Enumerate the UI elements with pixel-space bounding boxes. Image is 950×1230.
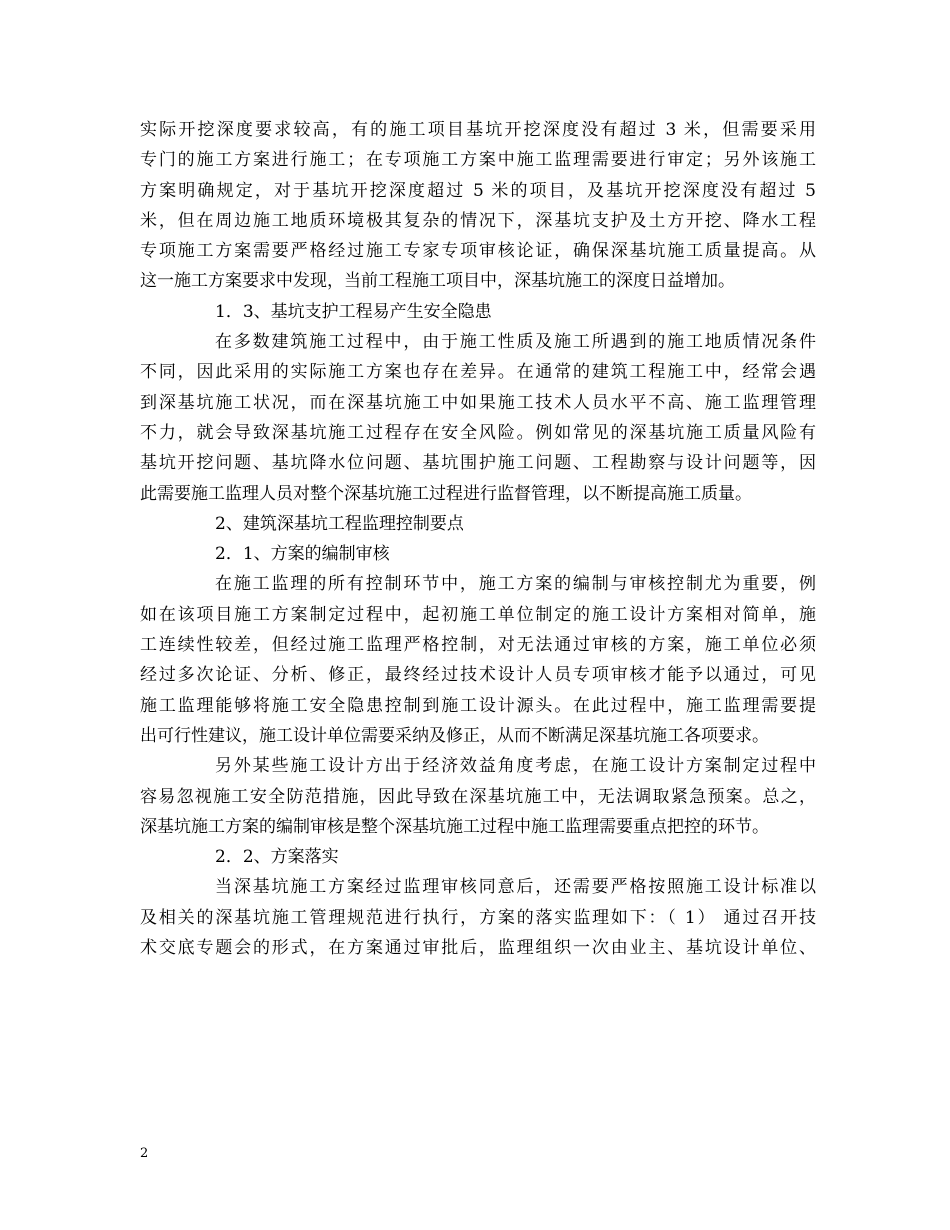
text-line: 工连续性较差，但经过施工监理严格控制，对无法通过审核的方案，施工单位必须 (140, 635, 816, 656)
text-line: 施工监理能够将施工安全隐患控制到施工设计源头。在此过程中，施工监理需要提 (140, 695, 816, 716)
text-line: 方案明确规定，对于基坑开挖深度超过 5 米的项目，及基坑开挖深度没有超过 5 (140, 180, 816, 201)
paragraph-first-line: 在多数建筑施工过程中，由于施工性质及施工所遇到的施工地质情况条件 (215, 332, 816, 353)
text-line: 专门的施工方案进行施工；在专项施工方案中施工监理需要进行审定；另外该施工 (140, 150, 816, 171)
paragraph-first-line: 当深基坑施工方案经过监理审核同意后，还需要严格按照施工设计标准以 (215, 877, 816, 898)
text-line: 基坑开挖问题、基坑降水位问题、基坑围护施工问题、工程勘察与设计问题等，因 (140, 453, 816, 474)
text-line: 专项施工方案需要严格经过施工专家专项审核论证，确保深基坑施工质量提高。从 (140, 241, 816, 262)
text-line: 如在该项目施工方案制定过程中，起初施工单位制定的施工设计方案相对简单，施 (140, 604, 816, 625)
text-line: 容易忽视施工安全防范措施，因此导致在深基坑施工中，无法调取紧急预案。总之， (140, 786, 816, 807)
text-line: 出可行性建议，施工设计单位需要采纳及修正，从而不断满足深基坑施工各项要求。 (140, 725, 769, 746)
paragraph-first-line: 另外某些施工设计方出于经济效益角度考虑，在施工设计方案制定过程中 (215, 756, 816, 777)
subsection-heading: 2．1、方案的编制审核 (215, 544, 390, 565)
paragraph-first-line: 在施工监理的所有控制环节中，施工方案的编制与审核控制尤为重要，例 (215, 574, 816, 595)
page-number: 2 (140, 1146, 149, 1161)
text-line: 到深基坑施工状况，而在深基坑施工中如果施工技术人员水平不高、施工监理管理 (140, 392, 816, 413)
text-line: 这一施工方案要求中发现，当前工程施工项目中，深基坑施工的深度日益增加。 (140, 271, 735, 292)
section-heading: 1．3、基坑支护工程易产生安全隐患 (215, 301, 492, 322)
text-line: 不同，因此采用的实际施工方案也存在差异。在通常的建筑工程施工中，经常会遇 (140, 362, 816, 383)
text-line: 经过多次论证、分析、修正，最终经过技术设计人员专项审核才能予以通过，可见 (140, 665, 816, 686)
text-line: 及相关的深基坑施工管理规范进行执行，方案的落实监理如下：（ 1） 通过召开技 (140, 907, 816, 928)
text-line: 此需要施工监理人员对整个深基坑施工过程进行监督管理，以不断提高施工质量。 (140, 483, 752, 504)
text-line: 米，但在周边施工地质环境极其复杂的情况下，深基坑支护及土方开挖、降水工程 (140, 210, 816, 231)
text-line: 术交底专题会的形式，在方案通过审批后，监理组织一次由业主、基坑设计单位、 (140, 938, 816, 959)
section-heading: 2、建筑深基坑工程监理控制要点 (215, 513, 464, 534)
subsection-heading: 2．2、方案落实 (215, 847, 339, 868)
text-line: 实际开挖深度要求较高，有的施工项目基坑开挖深度没有超过 3 米，但需要采用 (140, 120, 816, 140)
text-line: 不力，就会导致深基坑施工过程存在安全风险。例如常见的深基坑施工质量风险有 (140, 422, 816, 443)
document-body (140, 115, 816, 963)
text-line: 深基坑施工方案的编制审核是整个深基坑施工过程中施工监理需要重点把控的环节。 (140, 816, 769, 837)
